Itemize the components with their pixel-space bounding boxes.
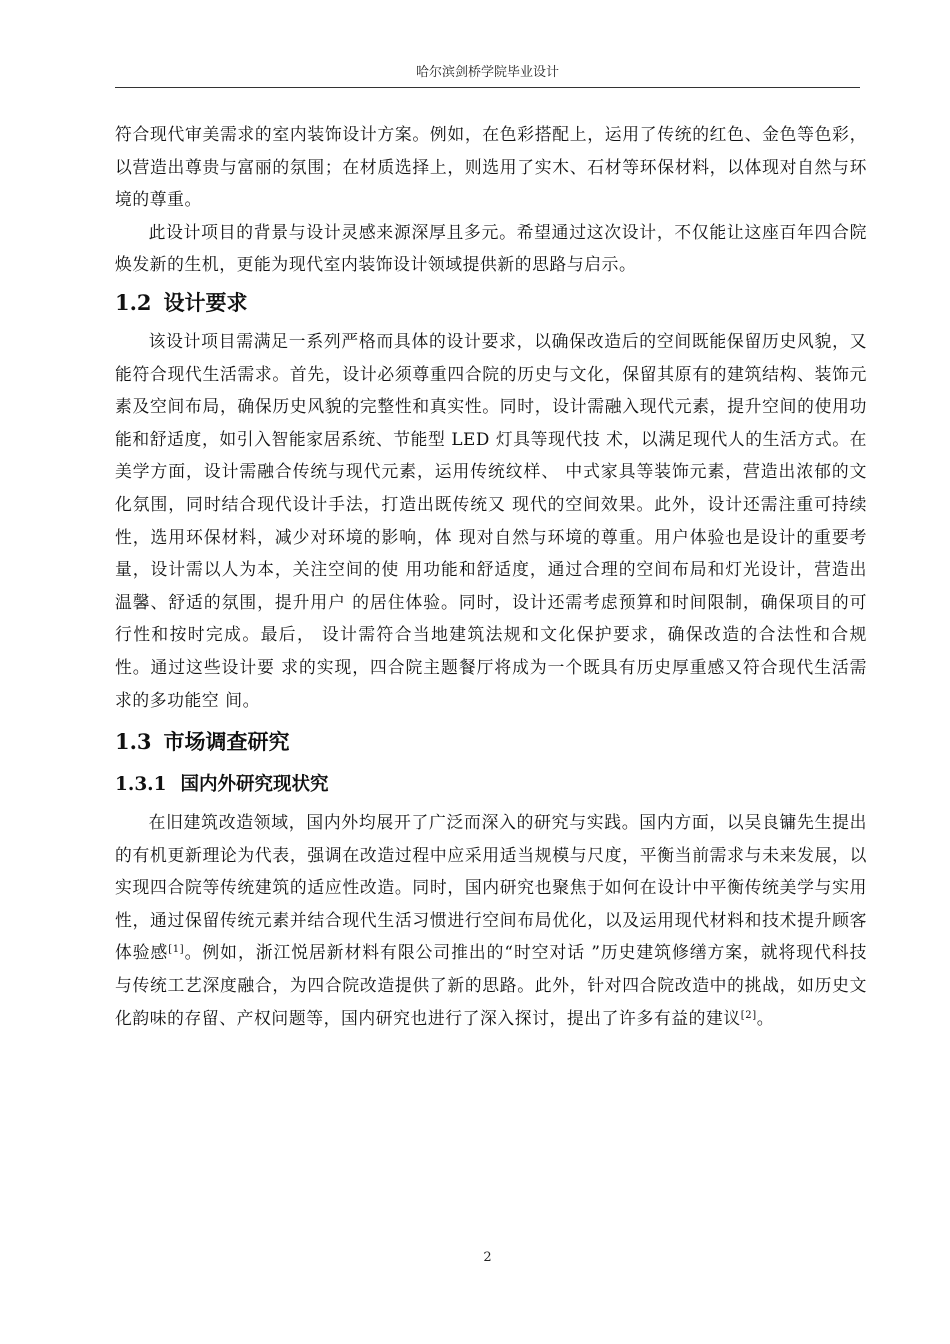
subsection-heading-1-3-1 (115, 764, 867, 806)
section-title: 设计要求 (163, 290, 248, 315)
section-title: 市场调查研究 (163, 730, 290, 755)
paragraph-text: 。例如，浙江悦居新材料有限公司推出的“时空对话 ”历史建筑修缮方案，就将现代科技与传统工艺深度融合，为四合院改造提供了新的思路。此外，针对四合院改造中的挑战，如历史文化韵味的存留、产权问题等，国内研究也进行了深入探讨，提出了许多有益的建议 (115, 942, 867, 1028)
citation-ref[interactable]: [2] (740, 1009, 757, 1021)
subsection-title: 国内外研究现状究 (180, 774, 329, 796)
section-heading-1-2 (115, 281, 867, 325)
section-number: 1.2 (115, 289, 152, 315)
paragraph-continued: 符合现代审美需求的室内装饰设计方案。例如，在色彩搭配上，运用了传统的红色、金色等色彩，以营造出尊贵与富丽的氛围；在材质选择上，则选用了实木、石材等环保材料，以体现对自然与环境的尊重。 (115, 124, 867, 210)
paragraph-background: 此设计项目的背景与设计灵感来源深厚且多元。希望通过这次设计，不仅能让这座百年四合院焕发新的生机，更能为现代室内装饰设计领域提供新的思路与启示。 (115, 221, 867, 275)
citation-ref[interactable]: [1] (168, 944, 185, 956)
paragraph-research-status (115, 806, 867, 1034)
document-body (115, 118, 867, 1034)
page-number: 2 (483, 1250, 492, 1265)
section-heading-1-3 (115, 720, 867, 764)
paragraph-text: 在旧建筑改造领域，国内外均展开了广泛而深入的研究与实践。国内方面，以吴良镛先生提出的有机更新理论为代表，强调在改造过程中应采用适当规模与尺度，平衡当前需求与未来发展，以实现四合院等传统建筑的适应性改造。同时，国内研究也聚焦于如何在设计中平衡传统美学与实用性，通过保留传统元素并结合现代生活习惯进行空间布局优化，以及运用现代材料和技术提升顾客体验感 (115, 812, 867, 963)
running-header: 哈尔滨剑桥学院毕业设计 (415, 65, 559, 80)
header-rule (115, 87, 860, 88)
section-number: 1.3 (115, 729, 152, 755)
subsection-number: 1.3.1 (115, 774, 167, 796)
paragraph-design-requirements: 该设计项目需满足一系列严格而具体的设计要求，以确保改造后的空间既能保留历史风貌，又能符合现代生活需求。首先，设计必须尊重四合院的历史与文化，保留其原有的建筑结构、装饰元素及空间布局，确保历史风貌的完整性和真实性。同时，设计需融入现代元素，提升空间的使用功能和舒适度，如引入智能家居系统、节能型 LED 灯具等现代技 术，以满足现代人的生活方式。在美学方面，设计需融合传统与现代元素，运用传统纹样、 中式家具等装饰元素，营造出浓郁的文化氛围，同时结合现代设计手法，打造出既传统又 现代的空间效果。此外，设计还需注重可持续性，选用环保材料，减少对环境的影响，体 现对自然与环境的尊重。用户体验也是设计的重要考量，设计需以人为本，关注空间的使 用功能和舒适度，通过合理的空间布局和灯光设计，营造出温馨、舒适的氛围，提升用户 的居住体验。同时，设计还需考虑预算和时间限制，确保项目的可行性和按时完成。最后， 设计需符合当地建筑法规和文化保护要求，确保改造的合法性和合规性。通过这些设计要 求的实现，四合院主题餐厅将成为一个既具有历史厚重感又符合现代生活需求的多功能空 间。 (115, 330, 867, 710)
paragraph-text: 。 (756, 1007, 775, 1028)
